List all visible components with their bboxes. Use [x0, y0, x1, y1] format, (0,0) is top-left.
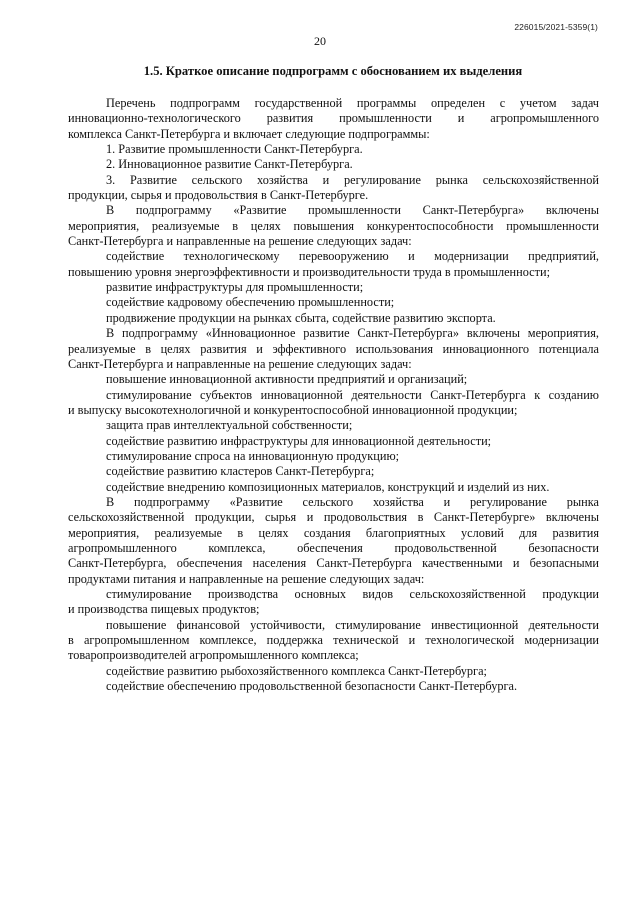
list-item: развитие инфраструктуры для промышленности; [106, 280, 364, 295]
paragraph-line: инновационно-технологического развития промышленности и агропромышленного [68, 111, 599, 126]
paragraph-line: мероприятия, реализуемые в целях создания благоприятных условий для развития [68, 525, 599, 540]
paragraph-line: мероприятия, реализуемые в целях повышения конкурентоспособности промышленности [68, 218, 599, 233]
paragraph-line: товаропроизводителей агропромышленного комплекса; [68, 648, 359, 663]
paragraph-line: и выпуску высокотехнологичной и конкурентоспособной инновационной продукции; [68, 402, 518, 417]
list-item: повышение финансовой устойчивости, стимулирование инвестиционной деятельности [106, 617, 599, 632]
paragraph-line: В подпрограмму «Развитие сельского хозяйства и регулирование рынка [106, 494, 599, 509]
section-title: 1.5. Краткое описание подпрограмм с обоснованием их выделения [143, 64, 523, 78]
paragraph-line: Санкт-Петербурга, обеспечения населения Санкт-Петербурга качественными и безопасными [68, 556, 599, 571]
document-id: 226015/2021-5359(1) [514, 22, 598, 32]
paragraph-line: агропромышленного комплекса, обеспечения продовольственной безопасности [68, 540, 599, 555]
list-item: содействие технологическому перевооружению и модернизации предприятий, [106, 249, 599, 264]
list-item: повышение инновационной активности предприятий и организаций; [106, 372, 468, 387]
list-item: содействие обеспечению продовольственной безопасности Санкт-Петербурга. [106, 679, 518, 694]
paragraph-line: реализуемые в целях развития и эффективного использования инновационного потенциала [68, 341, 599, 356]
list-item: стимулирование субъектов инновационной деятельности Санкт-Петербурга к созданию [106, 387, 599, 402]
list-item: содействие развитию инфраструктуры для инновационной деятельности; [106, 433, 492, 448]
list-item: содействие кадровому обеспечению промышленности; [106, 295, 395, 310]
paragraph-line: продукции, сырья и продовольствия в Санкт-Петербурге. [68, 188, 369, 203]
paragraph-line: в агропромышленном комплексе, поддержка технической и технологической модернизации [68, 633, 599, 648]
list-item: 3. Развитие сельского хозяйства и регулирование рынка сельскохозяйственной [106, 172, 599, 187]
paragraph-line: повышению уровня энергоэффективности и производительности труда в промышленности; [68, 264, 551, 279]
paragraph-line: В подпрограмму «Развитие промышленности Санкт-Петербурга» включены [106, 203, 599, 218]
paragraph-line: сельскохозяйственной продукции, сырья и продовольствия в Санкт-Петербурге» включены [68, 510, 599, 525]
page-number: 20 [314, 34, 326, 48]
paragraph-line: В подпрограмму «Инновационное развитие Санкт-Петербурга» включены мероприятия, [106, 326, 599, 341]
paragraph-line: и производства пищевых продуктов; [68, 602, 260, 617]
paragraph-line: Перечень подпрограмм государственной программы определен с учетом задач [106, 96, 599, 110]
list-item: стимулирование производства основных видов сельскохозяйственной продукции [106, 587, 599, 601]
paragraph-line: продуктами питания и направленные на решение следующих задач: [68, 571, 425, 586]
list-item: содействие развитию кластеров Санкт-Петербурга; [106, 464, 375, 479]
list-item: содействие внедрению композиционных материалов, конструкций и изделий из них. [106, 479, 550, 494]
list-item: содействие развитию рыбохозяйственного комплекса Санкт-Петербурга; [106, 663, 487, 678]
paragraph-line: Санкт-Петербурга и направленные на решение следующих задач: [68, 356, 412, 371]
document-body [68, 96, 599, 694]
list-item: продвижение продукции на рынках сбыта, содействие развитию экспорта. [106, 310, 496, 325]
list-item: защита прав интеллектуальной собственности; [106, 418, 353, 433]
list-item: 2. Инновационное развитие Санкт-Петербурга. [106, 157, 353, 172]
paragraph-line: Санкт-Петербурга и направленные на решение следующих задач: [68, 234, 412, 249]
paragraph-line: комплекса Санкт-Петербурга и включает следующие подпрограммы: [68, 126, 430, 141]
list-item: стимулирование спроса на инновационную продукцию; [106, 448, 400, 463]
list-item: 1. Развитие промышленности Санкт-Петербурга. [106, 142, 363, 157]
